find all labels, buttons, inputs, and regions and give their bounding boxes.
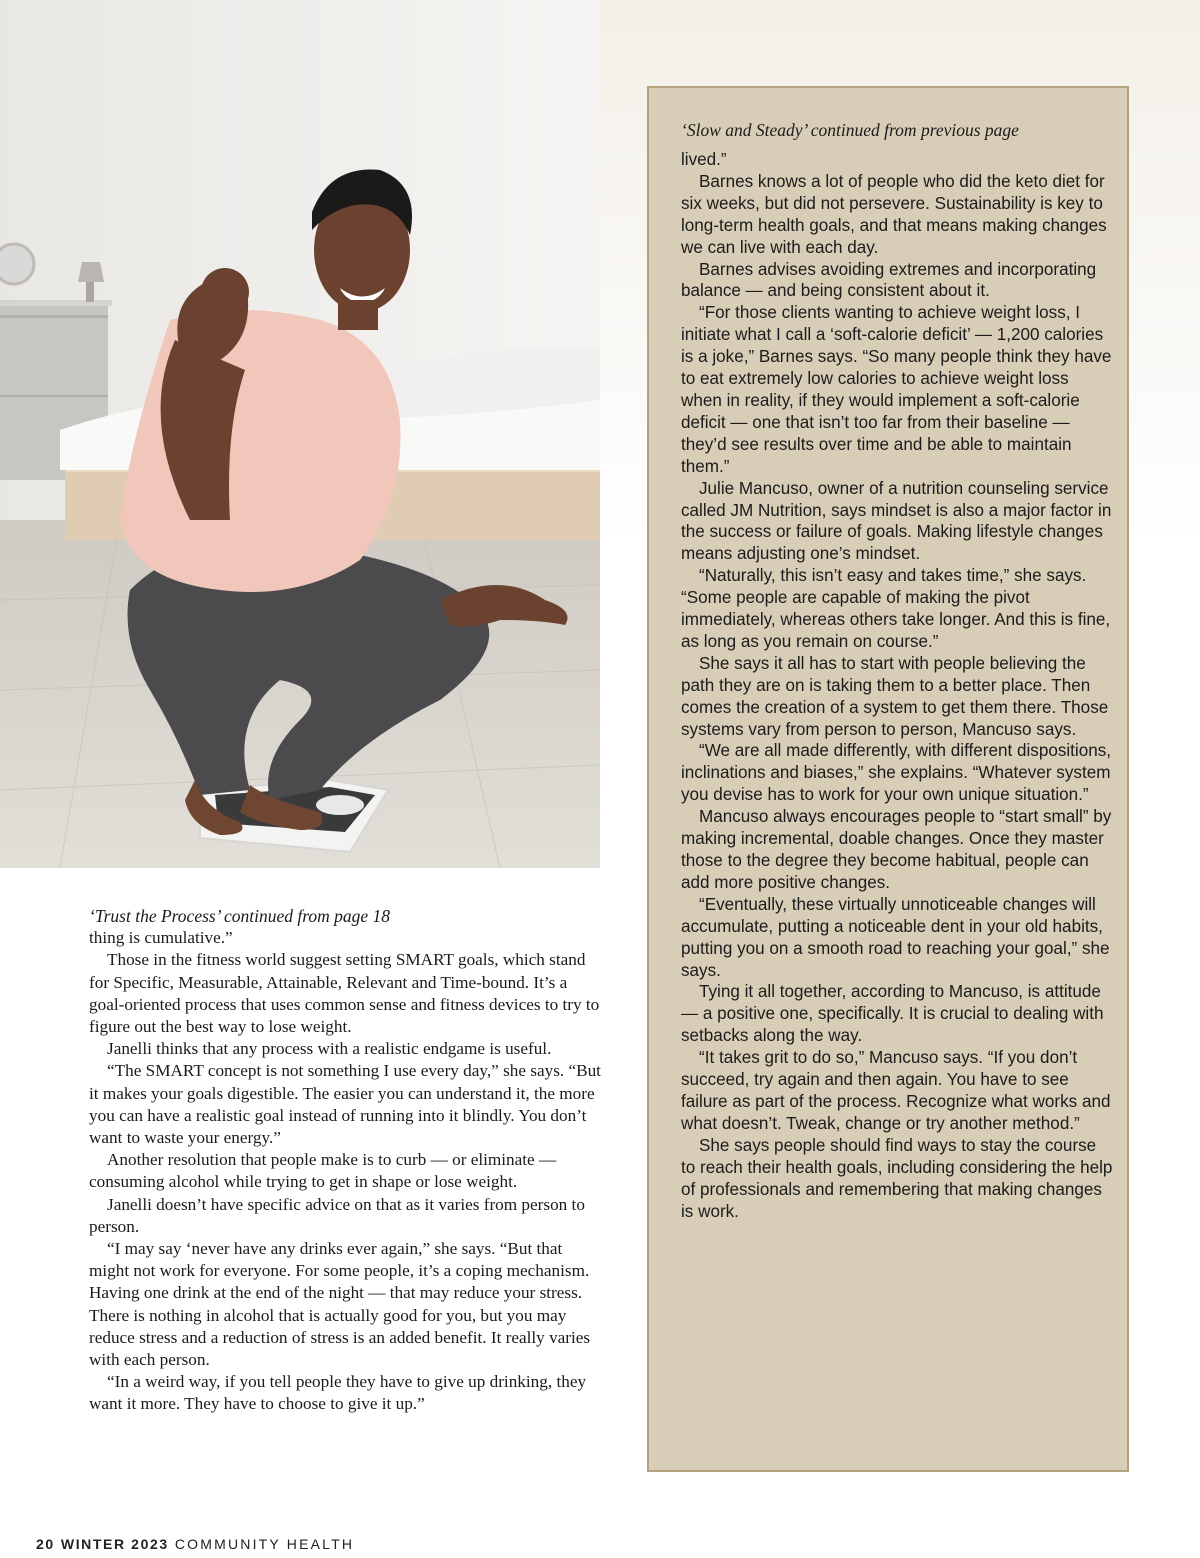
page-number: 20 bbox=[36, 1536, 55, 1552]
sidebar-paragraph: Tying it all together, according to Mancuso, is attitude — a positive one, specifically. It is crucial to dealing with setbacks along the way. bbox=[681, 982, 1104, 1046]
left-article-column bbox=[89, 905, 601, 1416]
sidebar-box bbox=[647, 86, 1129, 1472]
sidebar-paragraph: “We are all made differently, with different dispositions, inclinations and biases,” she explains. “Whatever system you devise has to work for your own unique situation.” bbox=[681, 741, 1112, 805]
sidebar-paragraph: “Eventually, these virtually unnoticeable changes will accumulate, putting a noticeable dent in your old habits, putting you on a smooth road to reaching your goal,” she says. bbox=[681, 894, 1110, 980]
sidebar-paragraph: “It takes grit to do so,” Mancuso says. “If you don’t succeed, try again and then again. You have to see failure as part of the process. Recognize what works and what doesn’t. Tweak, change or try another method.” bbox=[681, 1048, 1111, 1133]
left-paragraph: Those in the fitness world suggest setting SMART goals, which stand for Specific, Measurable, Attainable, Relevant and Time-bound. It’s a goal-oriented process that uses common sense and fitness devices to try to figure out the best way to lose weight. bbox=[89, 950, 600, 1037]
left-paragraph: “I may say ‘never have any drinks ever again,” she says. “But that might not work for everyone. For some people, it’s a coping mechanism. Having one drink at the end of the night — that may reduce your stress. There is nothing in alcohol that is actually good for you, but you may reduce stress and a reduction of stress is an added benefit. It really varies with each person. bbox=[89, 1239, 591, 1370]
left-paragraph: Janelli doesn’t have specific advice on that as it varies from person to person. bbox=[89, 1194, 585, 1236]
photo-illustration bbox=[0, 0, 600, 868]
sidebar-paragraph: Mancuso always encourages people to “start small” by making incremental, doable changes. Once they master those to the degree they become habitual, people can add more positive changes. bbox=[681, 807, 1112, 892]
sidebar-article-text bbox=[681, 149, 1113, 1222]
publication-name: COMMUNITY HEALTH bbox=[174, 1536, 355, 1552]
woman-on-scale-photo bbox=[0, 0, 600, 868]
sidebar-paragraph: She says people should find ways to stay the course to reach their health goals, including considering the help of professionals and remembering that making changes is work. bbox=[681, 1135, 1113, 1221]
left-jump-line: ‘Trust the Process’ continued from page 18 bbox=[89, 906, 391, 926]
page-footer bbox=[36, 1536, 354, 1552]
sidebar-paragraph: Barnes knows a lot of people who did the keto diet for six weeks, but did not persevere. Sustainability is key to long-term health goals, and that means making changes we can live with each day. bbox=[681, 171, 1107, 257]
left-paragraph: thing is cumulative.” bbox=[89, 928, 233, 948]
left-paragraph: Janelli thinks that any process with a realistic endgame is useful. bbox=[107, 1039, 552, 1059]
sidebar-paragraph: Julie Mancuso, owner of a nutrition counseling service called JM Nutrition, says mindset is also a major factor in the success or failure of goals. Making lifestyle changes means adjusting one’s mindset. bbox=[681, 478, 1112, 564]
left-paragraph: “In a weird way, if you tell people they have to give up drinking, they want it more. They have to choose to give it up.” bbox=[89, 1372, 587, 1414]
sidebar-paragraph: lived.” bbox=[681, 150, 727, 169]
sidebar-jump-line: ‘Slow and Steady’ continued from previous page bbox=[681, 120, 1019, 140]
left-paragraph: Another resolution that people make is to curb — or eliminate — consuming alcohol while trying to get in shape or lose weight. bbox=[89, 1150, 557, 1192]
sidebar-paragraph: “For those clients wanting to achieve weight loss, I initiate what I call a ‘soft-calorie deficit’ — 1,200 calories is a joke,” Barnes says. “So many people think they have to eat extremely low calories to achieve weight loss when in reality, if they would implement a soft-calorie deficit — one that isn’t too far from their baseline — they’d see results over time and be able to maintain them.” bbox=[681, 303, 1112, 476]
sidebar-paragraph: “Naturally, this isn’t easy and takes time,” she says. “Some people are capable of making the pivot immediately, whereas others take longer. And this is fine, as long as you remain on course.” bbox=[681, 566, 1111, 651]
left-paragraph: “The SMART concept is not something I use every day,” she says. “But it makes your goals digestible. The easier you can understand it, the more you can have a realistic goal instead of running into it blindly. You don’t want to waste your energy.” bbox=[89, 1061, 601, 1148]
sidebar-paragraph: Barnes advises avoiding extremes and incorporating balance — and being consistent about it. bbox=[681, 259, 1097, 301]
issue-label: WINTER 2023 bbox=[60, 1536, 169, 1552]
sidebar-paragraph: She says it all has to start with people believing the path they are on is taking them to a better place. Then comes the creation of a system to get them there. Those systems vary from person to person, Mancuso says. bbox=[681, 653, 1109, 739]
